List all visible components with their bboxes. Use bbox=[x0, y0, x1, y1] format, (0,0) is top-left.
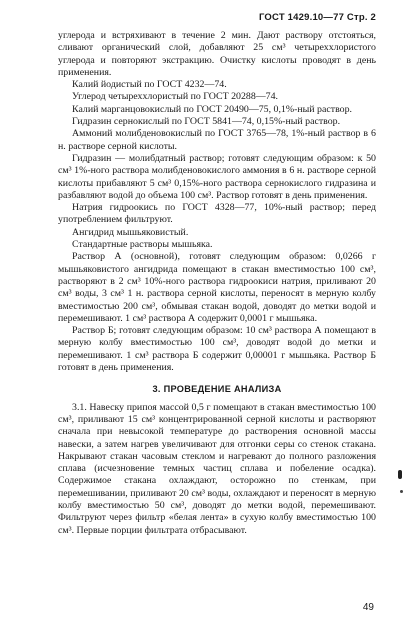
paragraph: Гидразин сернокислый по ГОСТ 5841—74, 0,15%-ный раствор. bbox=[72, 116, 341, 128]
reagents-list bbox=[58, 30, 376, 374]
paragraph: Аммоний молибденовокислый по ГОСТ 3765—78, 1%-ный раствор в 6 н. растворе серной кислоты. bbox=[58, 128, 376, 152]
paragraph: Раствор А (основной), готовят следующим образом: 0,0266 г мышьяковистого ангидрида помещают в стакан вместимостью 100 см³, растворяют в 2 см³ 10%-ного раствора гидроокиси натрия, приливают 20 см³ воды, 3 см³ 1 н. раствора серной кислоты, переносят в мерную колбу вместимостью 200 см³, обмывая стакан водой, доводят до метки водой и перемешивают. 1 см³ раствора А содержит 0,0001 г мышьяка. bbox=[58, 251, 376, 324]
paragraph: Калий марганцовокислый по ГОСТ 20490—75, 0,1%-ный раствор. bbox=[72, 103, 353, 115]
paragraph: углерода и встряхивают в течение 2 мин. Дают раствору отстояться, сливают органический слой, добавляют 25 см³ четыреххлористого углерода и повторяют экстракцию. Очистку кислоты проводят в день применения. bbox=[58, 30, 376, 78]
document-body bbox=[58, 30, 376, 537]
paragraph: Стандартные растворы мышьяка. bbox=[72, 239, 213, 251]
page-number: 49 bbox=[362, 602, 374, 613]
margin-dot bbox=[400, 490, 403, 493]
paragraph: Гидразин — молибдатный раствор; готовят следующим образом: к 50 см³ 1%-ного раствора молибденовокислого аммония в 6 н. растворе серной кислоты прибавляют 5 см³ 0,15%-ного раствора сернокислого гидразина и разбавляют водой до объема 100 см³. Раствор готовят в день применения. bbox=[58, 152, 376, 201]
paragraph: Ангидрид мышьяковистый. bbox=[72, 226, 189, 238]
paragraph: Натрия гидроокись по ГОСТ 4328—77, 10%-ный раствор; перед употреблением фильтруют. bbox=[58, 202, 376, 226]
procedure-text bbox=[58, 402, 376, 537]
paragraph: Углерод четыреххлористый по ГОСТ 20288—74. bbox=[72, 91, 279, 103]
paragraph: Калий йодистый по ГОСТ 4232—74. bbox=[72, 79, 227, 91]
paragraph: 3.1. Навеску припоя массой 0,5 г помещают в стакан вместимостью 100 см³, приливают 15 см³ концентрированной серной кислоты и растворяют сначала при невысокой температуре до растворения основной массы навески, а затем нагрев увеличивают для отгонки серы со стенок стакана. Накрывают стакан часовым стеклом и нагревают до полного разложения сплава (исчезновение темных частиц сплава и побеление осадка). Содержимое стакана охлаждают, осторожно по стенкам, при перемешивании, приливают 20 см³ воды, охлаждают и переносят в мерную колбу вместимостью 50 см³, доводят до метки водой, перемешивают. Фильтруют через фильтр «белая лента» в сухую колбу вместимостью 100 см³. Первые порции фильтрата отбрасывают. bbox=[58, 401, 376, 536]
paragraph: Раствор Б; готовят следующим образом: 10 см³ раствора А помещают в мерную колбу вместимостью 100 см³, доводят водой до метки и перемешивают. 1 см³ раствора Б содержит 0,00001 г мышьяка. Раствор Б готовят в день применения. bbox=[58, 325, 376, 374]
page-header: ГОСТ 1429.10—77 Стр. 2 bbox=[258, 12, 376, 23]
margin-mark bbox=[398, 470, 402, 479]
section-title: 3. ПРОВЕДЕНИЕ АНАЛИЗА bbox=[152, 384, 282, 395]
